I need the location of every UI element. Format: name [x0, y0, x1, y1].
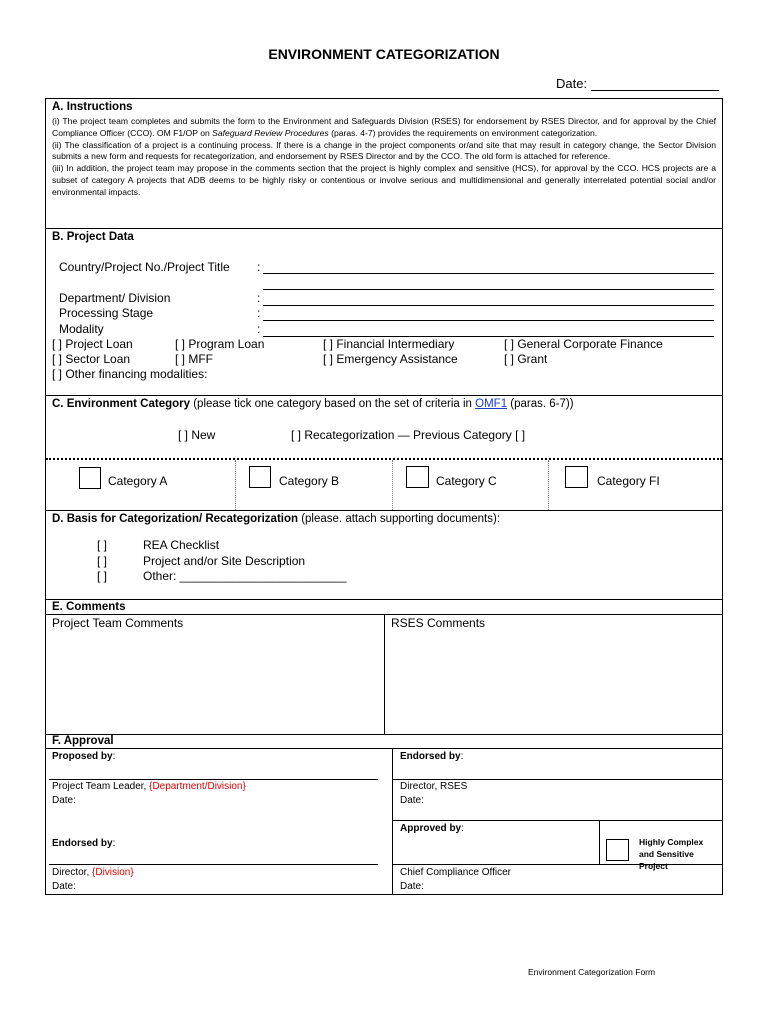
rses-comments-area[interactable]	[385, 632, 722, 734]
instr-p2: (ii) The classification of a project is a continuing process. If there is a change in the project components or/and site that may result in category change, the Sector Division submits a new form and requests for recategorization, and endorsement by RSES Director and by the CCO. The old form is attached for reference.	[52, 139, 716, 162]
category-a-label: Category A	[108, 474, 168, 488]
section-f-box	[45, 734, 723, 895]
new-option[interactable]: [ ] New	[178, 428, 216, 442]
proposed-date-label: Date:	[52, 795, 76, 806]
project-team-comments-area[interactable]	[46, 632, 383, 734]
section-d-title: D. Basis for Categorization/ Recategorization	[52, 513, 299, 525]
approved-by-label: Approved by:	[400, 823, 464, 834]
section-a-heading: A. Instructions	[52, 101, 133, 113]
category-a-checkbox[interactable]	[79, 467, 101, 489]
omf1-link[interactable]: OMF1	[475, 398, 508, 410]
site-desc-checkbox[interactable]: [ ]	[97, 554, 108, 568]
project-loan-option[interactable]: [ ] Project Loan	[52, 337, 133, 351]
site-desc-label: Project and/or Site Description	[143, 554, 306, 568]
team-leader-label: Project Team Leader, {Department/Division}	[52, 781, 246, 792]
section-d-note: (please. attach supporting documents):	[298, 513, 501, 525]
section-f-heading: F. Approval	[52, 735, 114, 747]
endorsed-by-2-label: Endorsed by:	[52, 838, 116, 849]
modality-colon: :	[257, 322, 261, 336]
approval-header-line	[45, 748, 723, 749]
footer-form-name: Environment Categorization Form	[528, 967, 656, 977]
instr-p3: (iii) In addition, the project team may propose in the comments section that the project is highly complex and sensitive (HCS), for approval by the CCO. HCS projects are a subset of category A projects that ADB deems to be highly risky or contentious or involve serious and multidimensional and generally interrelated potential social and/or environmental impacts.	[52, 163, 716, 197]
section-b-heading: B. Project Data	[52, 231, 134, 243]
other-modalities-option[interactable]: [ ] Other financing modalities:	[52, 367, 208, 381]
rses-comments-label: RSES Comments	[391, 616, 486, 630]
processing-field-line[interactable]	[263, 320, 714, 321]
other-checkbox[interactable]: [ ]	[97, 569, 108, 583]
section-c-note-b: (paras. 6-7))	[507, 398, 574, 410]
country-label: Country/Project No./Project Title	[59, 260, 230, 274]
section-c-title: C. Environment Category	[52, 398, 191, 410]
rea-checkbox[interactable]: [ ]	[97, 538, 108, 552]
general-corporate-finance-option[interactable]: [ ] General Corporate Finance	[504, 337, 663, 351]
director-date-label: Date:	[52, 881, 76, 892]
other-label[interactable]: Other: _________________________	[143, 569, 347, 583]
category-divider	[46, 458, 722, 460]
cco-signature-line[interactable]	[392, 864, 723, 865]
approval-divider	[392, 748, 393, 895]
processing-colon: :	[257, 306, 261, 320]
category-sep-2	[392, 460, 393, 510]
country-field-line[interactable]	[263, 273, 714, 274]
date-label: Date:	[556, 76, 588, 91]
recategorization-option[interactable]: [ ] Recategorization — Previous Category [ ]	[291, 428, 526, 442]
department-colon: :	[257, 291, 261, 305]
category-c-checkbox[interactable]	[406, 466, 429, 488]
instructions-text	[52, 116, 716, 199]
instr-p1a: (i) The project team completes and submits the form to the Environment and Safeguards Division (RSES) for endorsement by RSES Director, and for approval by the Chief Compliance Officer (CCO). OM F1/OP on	[52, 116, 716, 138]
instr-p1-italic: Safeguard Review Procedures	[212, 127, 329, 138]
category-b-label: Category B	[279, 474, 340, 488]
hcs-divider	[599, 820, 600, 864]
section-c-heading	[52, 398, 574, 410]
director-signature-line[interactable]	[49, 864, 378, 865]
category-fi-label: Category FI	[597, 474, 660, 488]
category-sep-1	[235, 460, 236, 510]
section-c-box	[45, 395, 723, 511]
cco-date-label: Date:	[400, 881, 424, 892]
grant-option[interactable]: [ ] Grant	[504, 352, 548, 366]
director-rses-label: Director, RSES	[400, 781, 468, 792]
sector-loan-option[interactable]: [ ] Sector Loan	[52, 352, 131, 366]
page-title: ENVIRONMENT CATEGORIZATION	[268, 46, 500, 62]
date-field[interactable]	[556, 76, 719, 91]
endorsed-by-label: Endorsed by:	[400, 751, 464, 762]
proposed-signature-line[interactable]	[49, 779, 378, 780]
financial-intermediary-option[interactable]: [ ] Financial Intermediary	[323, 337, 455, 351]
department-field-line[interactable]	[263, 305, 714, 306]
endorsed-rses-line[interactable]	[392, 779, 723, 780]
country-colon: :	[257, 260, 261, 274]
approval-row-line	[392, 820, 723, 821]
director-label: Director, {Division}	[52, 867, 134, 878]
country-field-line-2[interactable]	[263, 289, 714, 290]
hcs-checkbox[interactable]	[606, 839, 629, 861]
section-c-note-a: (please tick one category based on the set of criteria in	[190, 398, 476, 410]
mff-option[interactable]: [ ] MFF	[175, 352, 213, 366]
date-line	[591, 78, 719, 91]
section-e-heading: E. Comments	[52, 601, 126, 613]
category-c-label: Category C	[436, 474, 497, 488]
instr-p1b: (paras. 4-7) provides the requirements on environment categorization.	[328, 127, 598, 138]
category-sep-3	[548, 460, 549, 510]
program-loan-option[interactable]: [ ] Program Loan	[175, 337, 265, 351]
project-team-comments-label: Project Team Comments	[52, 616, 184, 630]
modality-label: Modality	[59, 322, 104, 336]
department-label: Department/ Division	[59, 291, 171, 305]
section-d-heading	[52, 513, 500, 525]
hcs-label: Highly Complex and Sensitive Project	[639, 837, 704, 871]
processing-label: Processing Stage	[59, 306, 154, 320]
proposed-by-label: Proposed by:	[52, 751, 116, 762]
emergency-assistance-option[interactable]: [ ] Emergency Assistance	[323, 352, 458, 366]
cco-label: Chief Compliance Officer	[400, 867, 511, 878]
rea-label: REA Checklist	[143, 538, 220, 552]
category-b-checkbox[interactable]	[249, 466, 271, 488]
rses-date-label: Date:	[400, 795, 424, 806]
category-fi-checkbox[interactable]	[565, 466, 588, 488]
